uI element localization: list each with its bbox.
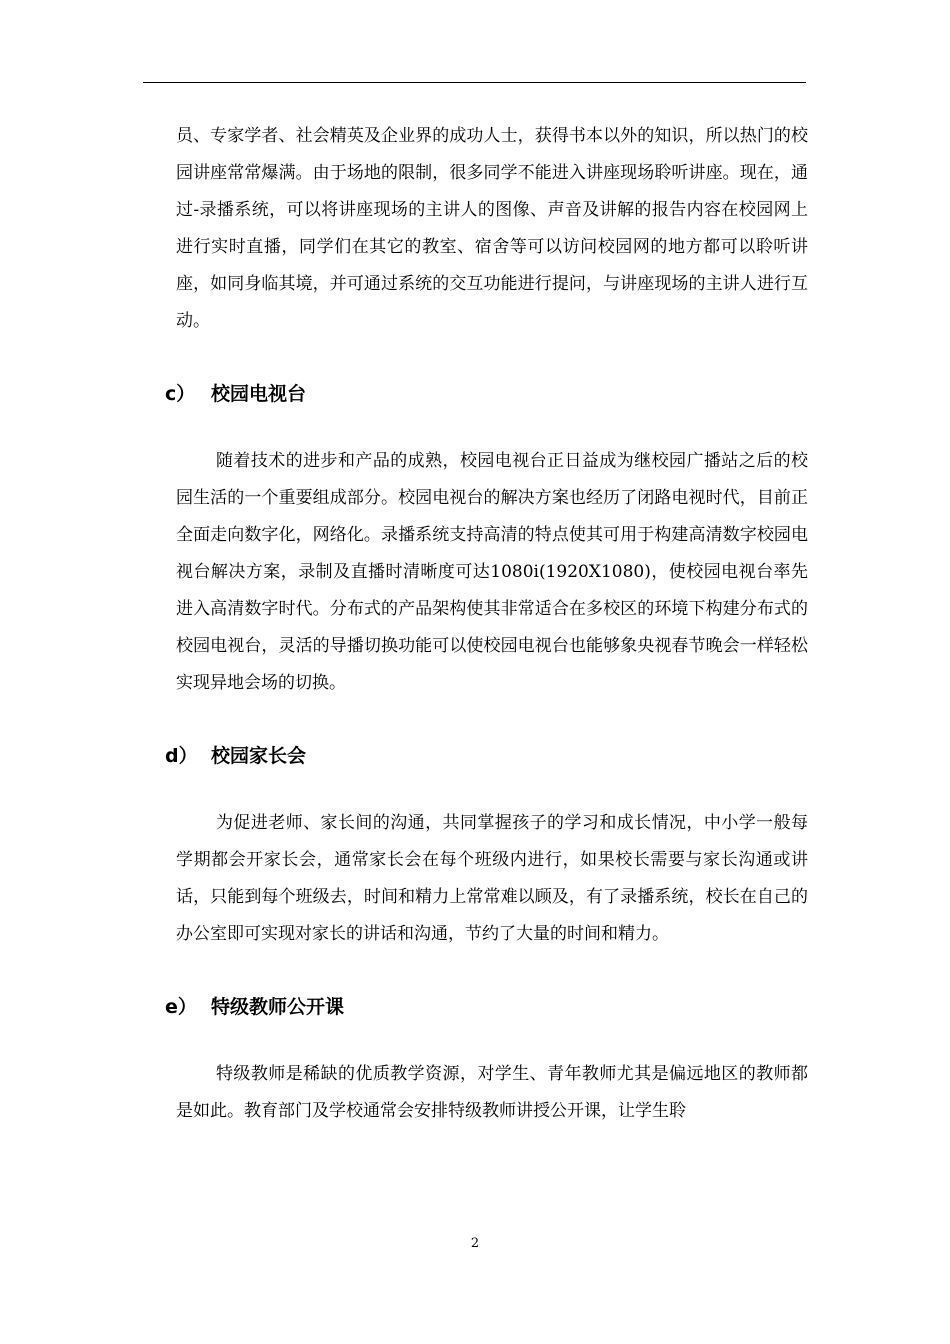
page-number: 2	[470, 1236, 480, 1251]
section-marker: c）	[165, 383, 196, 405]
section-title: 校园电视台	[211, 383, 307, 405]
document-body	[165, 118, 808, 1130]
section-heading-campus-tv	[165, 380, 808, 408]
header-rule	[143, 82, 806, 83]
section-title: 校园家长会	[211, 745, 307, 767]
paragraph-parent-meeting: 为促进老师、家长间的沟通，共同掌握孩子的学习和成长情况，中小学一般每学期都会开家长会，通常家长会在每个班级内进行，如果校长需要与家长沟通或讲话，只能到每个班级去，时间和精力上常常难以顾及，有了录播系统，校长在自己的办公室即可实现对家长的讲话和沟通，节约了大量的时间和精力。	[176, 813, 808, 944]
paragraph-campus-lecture: 员、专家学者、社会精英及企业界的成功人士，获得书本以外的知识，所以热门的校园讲座常常爆满。由于场地的限制，很多同学不能进入讲座现场聆听讲座。现在，通过-录播系统，可以将讲座现场的主讲人的图像、声音及讲解的报告内容在校园网上进行实时直播，同学们在其它的教室、宿舍等可以访问校园网的地方都可以聆听讲座，如同身临其境，并可通过系统的交互功能进行提问，与讲座现场的主讲人进行互动。	[176, 126, 808, 331]
section-heading-master-teacher	[165, 993, 808, 1021]
section-title: 特级教师公开课	[211, 996, 345, 1018]
paragraph-campus-tv: 随着技术的进步和产品的成熟，校园电视台正日益成为继校园广播站之后的校园生活的一个重要组成部分。校园电视台的解决方案也经历了闭路电视时代，目前正全面走向数字化，网络化。录播系统支持高清的特点使其可用于构建高清数字校园电视台解决方案，录制及直播时清晰度可达1080i(1920X1080)，使校园电视台率先进入高清数字时代。分布式的产品架构使其非常适合在多校区的环境下构建分布式的校园电视台，灵活的导播切换功能可以使校园电视台也能够象央视春节晚会一样轻松实现异地会场的切换。	[176, 451, 808, 693]
paragraph-master-teacher: 特级教师是稀缺的优质教学资源，对学生、青年教师尤其是偏远地区的教师都是如此。教育部门及学校通常会安排特级教师讲授公开课，让学生聆	[176, 1064, 808, 1121]
section-heading-parent-meeting	[165, 742, 808, 770]
section-marker: d）	[165, 745, 198, 767]
section-marker: e）	[165, 996, 197, 1018]
